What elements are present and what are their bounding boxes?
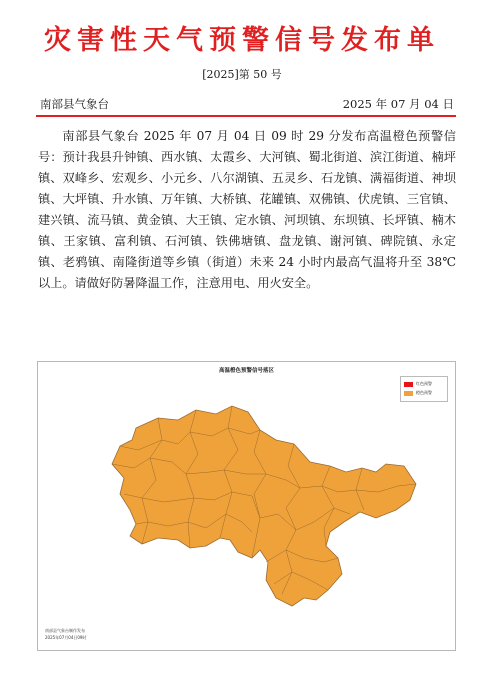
warning-map (37, 361, 456, 651)
document-title: 灾害性天气预警信号发布单 (44, 25, 440, 56)
document-number: [2025]第 50 号 (202, 68, 282, 81)
red-divider (36, 115, 456, 117)
map-footnote-time: 2025年07月04日09时 (45, 635, 87, 640)
map-title: 高温橙色预警信号落区 (218, 368, 274, 374)
map-footnote-producer: 南部县气象台制作发布 (45, 628, 85, 633)
county-map-graphic (38, 362, 455, 650)
county-region (112, 406, 416, 606)
warning-body: 南部县气象台 2025 年 07 月 04 日 09 时 29 分发布高温橙色预警信号：预计我县升钟镇、西水镇、太霞乡、大河镇、蜀北街道、滨江街道、楠坪镇、双峰乡、宏观乡、小元乡、八尔湖镇、五灵乡、石龙镇、满福街道、神坝镇、大坪镇、升水镇、万年镇、大桥镇、花罐镇、双佛镇、伏虎镇、三官镇、建兴镇、流马镇、黄金镇、大王镇、定水镇、河坝镇、东坝镇、长坪镇、楠木镇、王家镇、富利镇、石河镇、铁佛塘镇、盘龙镇、谢河镇、碑院镇、永定镇、老鸦镇、南隆街道等乡镇（街道）未来 24 小时内最高气温将升至 38℃以上。请做好防暑降温工作，注意用电、用火安全。 (38, 129, 456, 290)
issuer: 南部县气象台 (40, 97, 109, 111)
issue-date: 2025 年 07 月 04 日 (342, 97, 454, 111)
map-legend: 红色预警 橙色预警 (400, 376, 448, 402)
